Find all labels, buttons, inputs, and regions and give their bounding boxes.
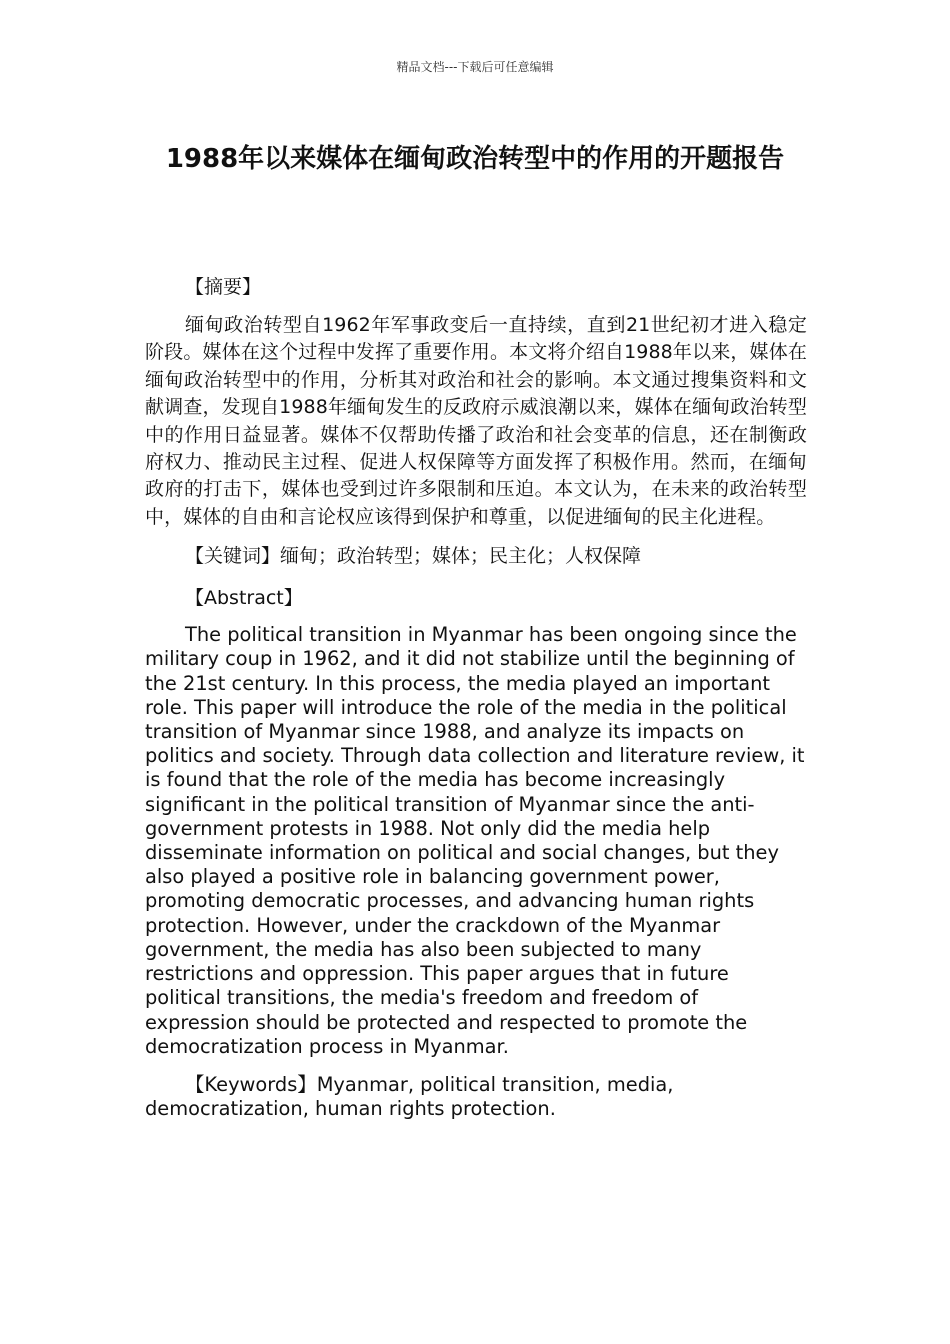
abstract-cn-paragraph: 缅甸政治转型自1962年军事政变后一直持续，直到21世纪初才进入稳定阶段。媒体在这个过程中发挥了重要作用。本文将介绍自1988年以来，媒体在缅甸政治转型中的作用，分析其对政治和社会的影响。本文通过搜集资料和文献调查，发现自1988年缅甸发生的反政府示威浪潮以来，媒体在缅甸政治转型中的作用日益显著。媒体不仅帮助传播了政治和社会变革的信息，还在制衡政府权力、推动民主过程、促进人权保障等方面发挥了积极作用。然而，在缅甸政府的打击下，媒体也受到过许多限制和压迫。本文认为，在未来的政治转型中，媒体的自由和言论权应该得到保护和尊重，以促进缅甸的民主化进程。 [145,314,807,528]
abstract-en-heading: 【Abstract】 [185,587,303,610]
keywords-en: 【Keywords】Myanmar, political transition, media, democratization, human rights protection. [145,1072,674,1121]
document-title: 1988年以来媒体在缅甸政治转型中的作用的开题报告 [165,144,785,174]
abstract-en-paragraph: The political transition in Myanmar has been ongoing since the military coup in 1962, and it did not stabilize until the beginning of the 21st century. In this process, the media played an important role. This paper will introduce the role of the media in the political transition of Myanmar since 1988, and analyze its impacts on politics and society. Through data collection and literature review, it is found that the role of the media has become increasingly significant in the political transition of Myanmar since the anti-government protests in 1988. Not only did the media help disseminate information on political and social changes, but they also played a positive role in balancing government power, promoting democratic processes, and advancing human rights protection. However, under the crackdown of the Myanmar government, the media has also been subjected to many restrictions and oppression. This paper argues that in future political transitions, the media's freedom and freedom of expression should be protected and respected to promote the democratization process in Myanmar. [145,623,805,1058]
keywords-cn: 【关键词】缅甸；政治转型；媒体；民主化；人权保障 [185,545,642,568]
document-body [145,268,807,1121]
page-header-watermark: 精品文档---下载后可任意编辑 [396,60,554,74]
abstract-cn-heading: 【摘要】 [185,276,262,298]
